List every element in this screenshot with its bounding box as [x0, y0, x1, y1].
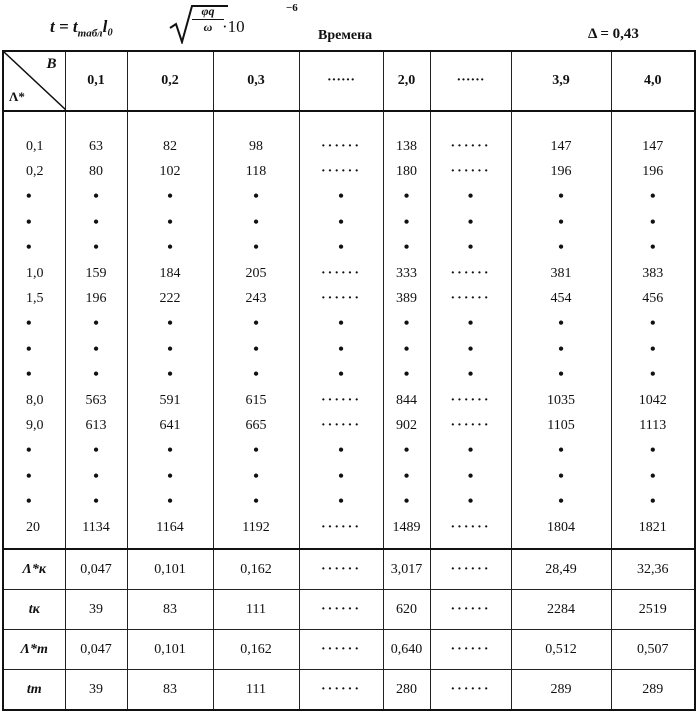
table-cell: • [511, 185, 611, 210]
table-row [3, 515, 695, 549]
table-cell: ······ [430, 111, 511, 159]
table-cell: • [299, 489, 383, 514]
table-cell: ······ [299, 111, 383, 159]
summary-cell: 280 [383, 670, 430, 711]
table-cell: • [430, 236, 511, 261]
column-header: 0,3 [213, 51, 299, 111]
table-cell: • [383, 210, 430, 235]
table-cell: 613 [65, 413, 127, 438]
summary-cell: 620 [383, 590, 430, 630]
formula-exponent: −6 [286, 2, 298, 14]
summary-cell: 289 [611, 670, 695, 711]
fraction-numerator: φq [192, 4, 224, 20]
table-cell: 118 [213, 159, 299, 184]
row-label: • [3, 464, 65, 489]
table-cell: • [127, 439, 213, 464]
table-cell: 641 [127, 413, 213, 438]
summary-cell: 0,047 [65, 630, 127, 670]
table-cell: 138 [383, 111, 430, 159]
table-cell: • [127, 210, 213, 235]
row-label: 8,0 [3, 388, 65, 413]
row-label: • [3, 236, 65, 261]
table-cell: • [299, 312, 383, 337]
table-cell: 98 [213, 111, 299, 159]
table-cell: • [430, 185, 511, 210]
table-cell: • [65, 363, 127, 388]
table-cell: 591 [127, 388, 213, 413]
table-cell: 844 [383, 388, 430, 413]
column-header: 2,0 [383, 51, 430, 111]
table-cell: • [511, 439, 611, 464]
corner-cell [3, 51, 65, 111]
delta-value: Δ = 0,43 [588, 26, 639, 42]
table-cell: • [611, 185, 695, 210]
table-row [3, 111, 695, 159]
table-cell: • [213, 312, 299, 337]
table-cell: 383 [611, 261, 695, 286]
table-cell: • [213, 464, 299, 489]
table-cell: 456 [611, 286, 695, 311]
table-cell: • [299, 464, 383, 489]
table-row [3, 337, 695, 362]
table-cell: • [511, 489, 611, 514]
summary-cell: ······ [430, 670, 511, 711]
table-row [3, 185, 695, 210]
summary-cell: ······ [430, 590, 511, 630]
table-row [3, 388, 695, 413]
row-label: 9,0 [3, 413, 65, 438]
table-cell: ······ [299, 261, 383, 286]
table-row [3, 236, 695, 261]
table-cell: • [511, 464, 611, 489]
table-cell: 1113 [611, 413, 695, 438]
table-cell: ······ [430, 413, 511, 438]
summary-cell: 83 [127, 670, 213, 711]
table-cell: • [430, 464, 511, 489]
table-cell: • [383, 236, 430, 261]
table-cell: ······ [430, 159, 511, 184]
table-cell: • [611, 363, 695, 388]
table-cell: • [127, 337, 213, 362]
table-cell: 184 [127, 261, 213, 286]
table-cell: ······ [430, 388, 511, 413]
table-cell: 902 [383, 413, 430, 438]
summary-cell: 0,101 [127, 549, 213, 590]
summary-cell: 28,49 [511, 549, 611, 590]
table-row [3, 439, 695, 464]
summary-cell: 3,017 [383, 549, 430, 590]
table-cell: ······ [299, 515, 383, 549]
table-cell: ······ [430, 261, 511, 286]
table-cell: 1804 [511, 515, 611, 549]
table-cell: 665 [213, 413, 299, 438]
summary-row [3, 670, 695, 711]
table-cell: 1134 [65, 515, 127, 549]
summary-label: Λ*m [3, 630, 65, 670]
table-cell: 180 [383, 159, 430, 184]
table-cell: 389 [383, 286, 430, 311]
summary-row [3, 630, 695, 670]
table-cell: 196 [611, 159, 695, 184]
table-cell: 80 [65, 159, 127, 184]
summary-cell: 0,640 [383, 630, 430, 670]
summary-cell: 2519 [611, 590, 695, 630]
table-cell: • [611, 464, 695, 489]
table-cell: • [430, 439, 511, 464]
summary-label: tк [3, 590, 65, 630]
row-label: 20 [3, 515, 65, 549]
table-row [3, 363, 695, 388]
table-cell: • [127, 312, 213, 337]
table-cell: • [127, 363, 213, 388]
table-cell: 147 [611, 111, 695, 159]
summary-cell: 111 [213, 590, 299, 630]
summary-cell: 0,512 [511, 630, 611, 670]
row-label: • [3, 439, 65, 464]
table-cell: • [127, 464, 213, 489]
summary-row [3, 590, 695, 630]
table-cell: • [383, 185, 430, 210]
table-row [3, 312, 695, 337]
table-cell: • [213, 185, 299, 210]
formula-lhs: $t = t_{табл}l_0$ [50, 17, 114, 40]
row-label: • [3, 185, 65, 210]
summary-cell: 0,507 [611, 630, 695, 670]
row-label: 0,1 [3, 111, 65, 159]
table-cell: 454 [511, 286, 611, 311]
table-cell: 196 [65, 286, 127, 311]
table-cell: ······ [299, 286, 383, 311]
table-cell: 82 [127, 111, 213, 159]
table-cell: • [611, 236, 695, 261]
table-cell: • [430, 312, 511, 337]
table-cell: • [430, 210, 511, 235]
table-cell: 333 [383, 261, 430, 286]
summary-cell: 0,101 [127, 630, 213, 670]
table-cell: • [65, 210, 127, 235]
row-label: • [3, 210, 65, 235]
formula-subscript: табл [77, 27, 103, 40]
table-row [3, 489, 695, 514]
table-cell: • [611, 337, 695, 362]
column-header: 0,2 [127, 51, 213, 111]
table-cell: 381 [511, 261, 611, 286]
table-cell: 1821 [611, 515, 695, 549]
table-cell: • [511, 312, 611, 337]
header-row [3, 51, 695, 111]
table-cell: • [127, 489, 213, 514]
table-row [3, 413, 695, 438]
table-cell: • [213, 489, 299, 514]
table-row [3, 464, 695, 489]
table-cell: • [383, 337, 430, 362]
table-cell: • [383, 312, 430, 337]
table-cell: • [383, 363, 430, 388]
table-cell: • [213, 439, 299, 464]
table-cell: 615 [213, 388, 299, 413]
table-cell: • [430, 489, 511, 514]
table-cell: • [65, 439, 127, 464]
table-cell: • [611, 489, 695, 514]
summary-cell: 0,047 [65, 549, 127, 590]
table-cell: • [383, 489, 430, 514]
summary-cell: 39 [65, 590, 127, 630]
table-cell: 1192 [213, 515, 299, 549]
times-table [2, 50, 696, 711]
table-cell: • [65, 464, 127, 489]
row-label: • [3, 337, 65, 362]
table-cell: • [511, 210, 611, 235]
table-cell: • [213, 210, 299, 235]
table-cell: • [299, 236, 383, 261]
summary-cell: ······ [299, 630, 383, 670]
formula-l0: l₀ [102, 17, 114, 36]
table-caption: Времена [318, 28, 373, 43]
formula-multiplier: ·10 [222, 17, 245, 36]
column-header-ellipsis: ······ [299, 51, 383, 111]
table-cell: 147 [511, 111, 611, 159]
table-cell: • [65, 185, 127, 210]
table-cell: 1105 [511, 413, 611, 438]
table-cell: 196 [511, 159, 611, 184]
table-cell: • [611, 312, 695, 337]
table-cell: 205 [213, 261, 299, 286]
corner-b-label: B [46, 56, 57, 72]
fraction-denominator: ω [203, 20, 213, 34]
table-cell: • [299, 337, 383, 362]
table-cell: 159 [65, 261, 127, 286]
table-cell: 1164 [127, 515, 213, 549]
summary-cell: 32,36 [611, 549, 695, 590]
table-cell: ······ [299, 413, 383, 438]
summary-cell: 0,162 [213, 630, 299, 670]
table-cell: 1489 [383, 515, 430, 549]
table-row [3, 159, 695, 184]
table-cell: 222 [127, 286, 213, 311]
summary-cell: ······ [299, 590, 383, 630]
row-label: 1,5 [3, 286, 65, 311]
table-cell: • [213, 337, 299, 362]
table-cell: 102 [127, 159, 213, 184]
formula [50, 0, 310, 48]
table-cell: 63 [65, 111, 127, 159]
table-cell: 243 [213, 286, 299, 311]
table-cell: • [383, 464, 430, 489]
column-header: 3,9 [511, 51, 611, 111]
table-cell: • [213, 236, 299, 261]
table-cell: ······ [299, 159, 383, 184]
row-label: 1,0 [3, 261, 65, 286]
row-label: 0,2 [3, 159, 65, 184]
table-cell: ······ [299, 388, 383, 413]
row-label: • [3, 363, 65, 388]
table-cell: • [430, 337, 511, 362]
summary-cell: ······ [299, 549, 383, 590]
table-cell: • [65, 236, 127, 261]
table-cell: • [430, 363, 511, 388]
table-cell: • [127, 236, 213, 261]
table-cell: • [299, 185, 383, 210]
table-cell: • [511, 363, 611, 388]
table-cell: ······ [430, 515, 511, 549]
table-cell: • [299, 439, 383, 464]
table-cell: ······ [430, 286, 511, 311]
table-cell: • [511, 236, 611, 261]
row-label: • [3, 312, 65, 337]
table-cell: 563 [65, 388, 127, 413]
column-header-ellipsis: ······ [430, 51, 511, 111]
table-cell: • [511, 337, 611, 362]
column-header: 0,1 [65, 51, 127, 111]
summary-cell: 39 [65, 670, 127, 711]
table-cell: • [383, 439, 430, 464]
table-cell: 1035 [511, 388, 611, 413]
table-cell: • [299, 210, 383, 235]
summary-cell: 289 [511, 670, 611, 711]
summary-label: tm [3, 670, 65, 711]
table-cell: • [65, 337, 127, 362]
summary-cell: 83 [127, 590, 213, 630]
summary-cell: ······ [430, 549, 511, 590]
table-cell: 1042 [611, 388, 695, 413]
table-row [3, 286, 695, 311]
table-row [3, 261, 695, 286]
summary-cell: 0,162 [213, 549, 299, 590]
summary-label: Λ*к [3, 549, 65, 590]
table-cell: • [127, 185, 213, 210]
column-header: 4,0 [611, 51, 695, 111]
table-cell: • [65, 489, 127, 514]
table-row [3, 210, 695, 235]
summary-row [3, 549, 695, 590]
summary-cell: ······ [299, 670, 383, 711]
row-label: • [3, 489, 65, 514]
table-cell: • [299, 363, 383, 388]
summary-cell: ······ [430, 630, 511, 670]
summary-cell: 2284 [511, 590, 611, 630]
table-cell: • [65, 312, 127, 337]
summary-cell: 111 [213, 670, 299, 711]
formula-fraction [192, 4, 224, 35]
table-cell: • [611, 210, 695, 235]
corner-lambda-label: Λ* [9, 89, 25, 104]
table-cell: • [213, 363, 299, 388]
table-cell: • [611, 439, 695, 464]
